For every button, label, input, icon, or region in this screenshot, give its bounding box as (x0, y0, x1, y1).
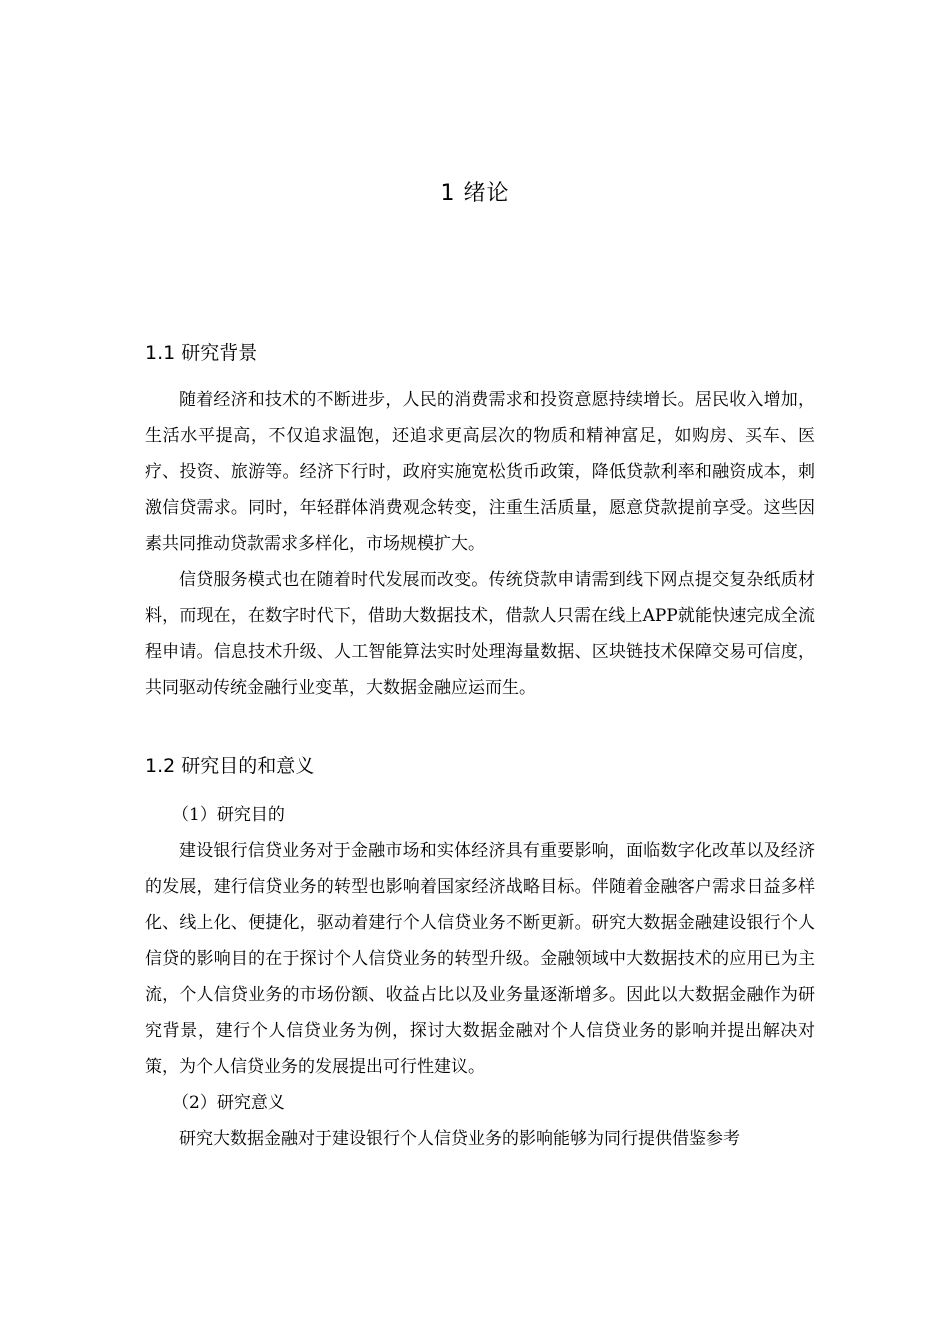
section-heading-background: 1.1 研究背景 (145, 342, 258, 364)
paragraph-purpose: 建设银行信贷业务对于金融市场和实体经济具有重要影响，面临数字化改革以及经济的发展，建行信贷业务的转型也影响着国家经济战略目标。伴随着金融客户需求日益多样化、线上化、便捷化，驱动着建行个人信贷业务不断更新。研究大数据金融建设银行个人信贷的影响目的在于探讨个人信贷业务的转型升级。金融领域中大数据技术的应用已为主流，个人信贷业务的市场份额、收益占比以及业务量逐渐增多。因此以大数据金融作为研究背景，建行个人信贷业务为例，探讨大数据金融对个人信贷业务的影响并提出解决对策，为个人信贷业务的发展提出可行性建议。 (145, 841, 815, 1077)
subsection-label-significance: （2）研究意义 (172, 1093, 285, 1113)
paragraph-significance: 研究大数据金融对于建设银行个人信贷业务的影响能够为同行提供借鉴参考 (179, 1129, 740, 1149)
section-body-background (145, 382, 815, 706)
paragraph-background-2: 信贷服务模式也在随着时代发展而改变。传统贷款申请需到线下网点提交复杂纸质材料，而现在，在数字时代下，借助大数据技术，借款人只需在线上APP就能快速完成全流程申请。信息技术升级、人工智能算法实时处理海量数据、区块链技术保障交易可信度，共同驱动传统金融行业变革，大数据金融应运而生。 (145, 570, 815, 698)
section-body-purpose-significance (145, 797, 815, 1157)
chapter-title: 1 绪论 (440, 181, 510, 206)
paragraph-background-1: 随着经济和技术的不断进步，人民的消费需求和投资意愿持续增长。居民收入增加，生活水平提高，不仅追求温饱，还追求更高层次的物质和精神富足，如购房、买车、医疗、投资、旅游等。经济下行时，政府实施宽松货币政策，降低贷款利率和融资成本，刺激信贷需求。同时，年轻群体消费观念转变，注重生活质量，愿意贷款提前享受。这些因素共同推动贷款需求多样化，市场规模扩大。 (145, 390, 815, 554)
subsection-label-purpose: （1）研究目的 (172, 805, 285, 825)
section-heading-purpose-significance: 1.2 研究目的和意义 (145, 755, 315, 777)
